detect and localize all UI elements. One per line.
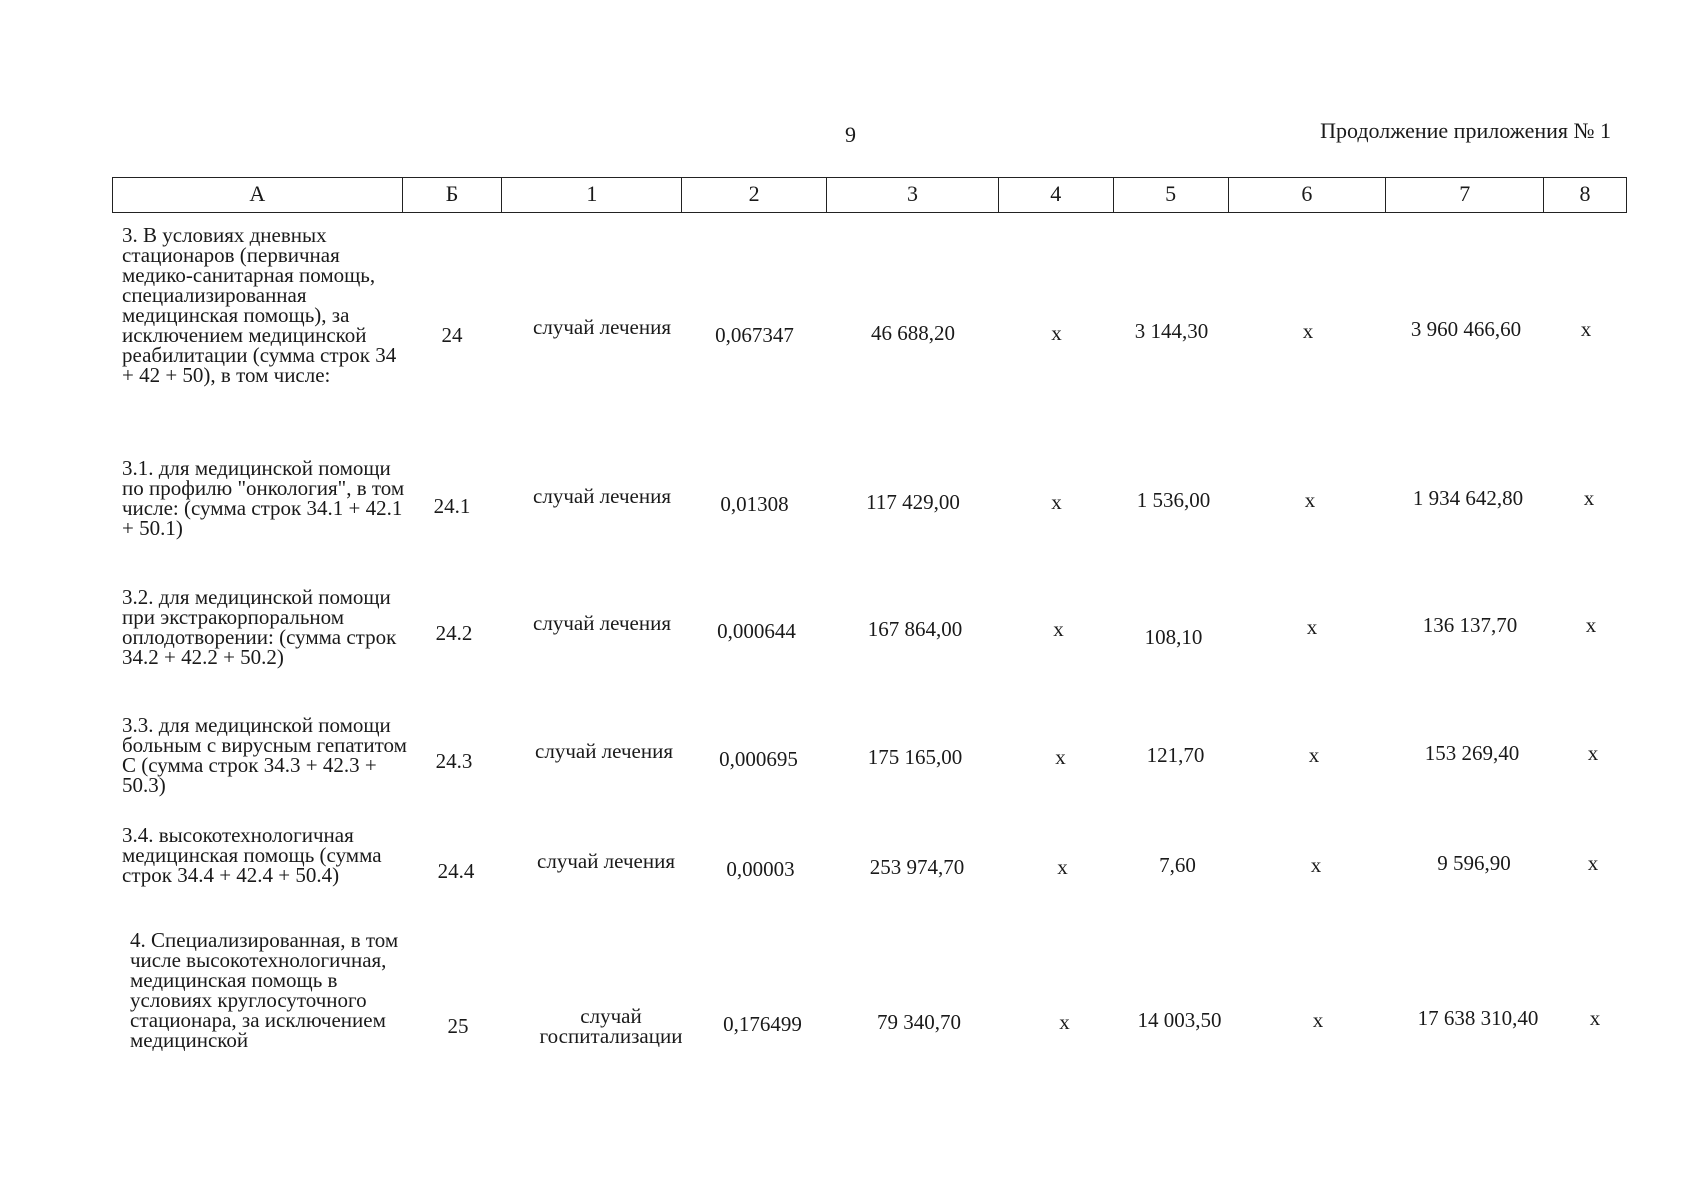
row-name: 4. Специализированная, в том числе высокотехнологичная, медицинская помощь в условиях круглосуточного стационара, за исключением медицинской <box>130 928 399 1052</box>
row-col-5: 121,70 <box>1146 743 1205 767</box>
row-unit: случай лечения <box>533 611 671 635</box>
table-header-row <box>112 177 1627 213</box>
row-col-7: 153 269,40 <box>1424 741 1520 765</box>
table-row <box>112 825 1627 905</box>
appendix-continuation-header: Продолжение приложения № 1 <box>1320 118 1611 143</box>
table-row <box>112 715 1627 815</box>
row-col-2: 0,067347 <box>715 323 794 347</box>
row-col-2: 0,000644 <box>717 619 796 643</box>
column-header-4: 4 <box>999 178 1114 212</box>
row-line-number: 24.1 <box>433 494 471 518</box>
row-col-6: х <box>1310 853 1322 877</box>
row-line-number: 24.4 <box>437 859 475 883</box>
row-col-3: 253 974,70 <box>869 855 965 879</box>
row-col-5: 1 536,00 <box>1136 488 1211 512</box>
row-col-2: 0,01308 <box>720 492 789 516</box>
column-header-5: 5 <box>1114 178 1229 212</box>
row-name: 3. В условиях дневных стационаров (первичная медико-санитарная помощь, специализированная медицинская помощь), за исключением медицинской реабилитации (сумма строк 34 + 42 + 50), в том числе: <box>122 223 397 387</box>
row-name: 3.4. высокотехнологичная медицинская помощь (сумма строк 34.4 + 42.4 + 50.4) <box>122 823 382 887</box>
column-header-6: 6 <box>1229 178 1387 212</box>
row-name: 3.2. для медицинской помощи при экстракорпоральном оплодотворении: (сумма строк 34.2 + 42.2 + 50.2) <box>122 585 397 669</box>
row-col-6: х <box>1312 1008 1324 1032</box>
row-col-5: 3 144,30 <box>1134 319 1209 343</box>
row-col-4: х <box>1051 490 1062 514</box>
row-col-2: 0,00003 <box>726 857 795 881</box>
row-line-number: 24.2 <box>435 621 473 645</box>
row-col-5: 7,60 <box>1159 853 1196 877</box>
row-col-2: 0,000695 <box>719 747 798 771</box>
column-header-a: А <box>113 178 403 212</box>
row-col-6: х <box>1308 743 1320 767</box>
row-name: 3.1. для медицинской помощи по профилю "онкология", в том числе: (сумма строк 34.1 + 42.1 + 50.1) <box>122 456 405 540</box>
row-col-5: 14 003,50 <box>1137 1008 1222 1032</box>
column-header-b: Б <box>403 178 503 212</box>
row-col-6: х <box>1304 488 1316 512</box>
row-col-7: 17 638 310,40 <box>1417 1006 1539 1030</box>
table-row <box>112 930 1627 1120</box>
row-unit: случай лечения <box>533 484 671 508</box>
row-line-number: 25 <box>447 1014 469 1038</box>
row-col-4: х <box>1059 1010 1070 1034</box>
row-unit: случай лечения <box>535 739 673 763</box>
row-col-4: х <box>1055 745 1066 769</box>
table-row <box>112 587 1627 687</box>
column-header-8: 8 <box>1579 181 1591 206</box>
row-col-3: 79 340,70 <box>877 1010 961 1034</box>
row-col-8: х <box>1580 317 1592 341</box>
row-col-5: 108,10 <box>1144 625 1203 649</box>
row-unit: случай лечения <box>533 315 671 339</box>
row-line-number: 24 <box>441 323 463 347</box>
row-col-4: х <box>1051 321 1062 345</box>
column-header-7: 7 <box>1386 178 1544 212</box>
row-unit: случай госпитализации <box>539 1004 683 1048</box>
row-col-4: х <box>1057 855 1068 879</box>
row-col-8: х <box>1589 1006 1601 1030</box>
row-col-7: 3 960 466,60 <box>1410 317 1522 341</box>
row-col-8: х <box>1583 486 1595 510</box>
column-header-2: 2 <box>682 178 827 212</box>
row-line-number: 24.3 <box>435 749 473 773</box>
row-col-8: х <box>1585 613 1597 637</box>
row-col-7: 136 137,70 <box>1422 613 1518 637</box>
row-col-3: 175 165,00 <box>867 745 963 769</box>
row-col-3: 167 864,00 <box>867 617 963 641</box>
row-unit: случай лечения <box>537 849 675 873</box>
table-row <box>112 458 1627 568</box>
row-col-7: 9 596,90 <box>1437 851 1511 875</box>
column-header-3: 3 <box>827 178 999 212</box>
row-col-6: х <box>1302 319 1314 343</box>
row-col-8: х <box>1587 851 1599 875</box>
row-col-2: 0,176499 <box>723 1012 802 1036</box>
page-number: 9 <box>845 122 856 147</box>
row-col-7: 1 934 642,80 <box>1412 486 1524 510</box>
column-header-1: 1 <box>502 178 682 212</box>
row-col-6: х <box>1306 615 1318 639</box>
row-col-3: 117 429,00 <box>866 490 960 514</box>
row-col-3: 46 688,20 <box>871 321 955 345</box>
table-row <box>112 225 1627 450</box>
row-col-4: х <box>1053 617 1064 641</box>
row-col-8: х <box>1587 741 1599 765</box>
row-name: 3.3. для медицинской помощи больным с вирусным гепатитом С (сумма строк 34.3 + 42.3 + 50.3) <box>122 713 407 797</box>
